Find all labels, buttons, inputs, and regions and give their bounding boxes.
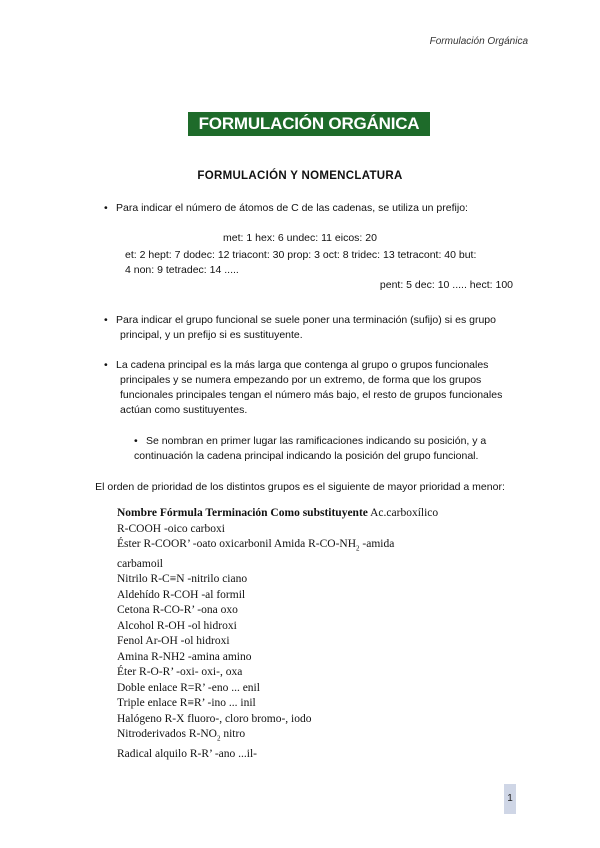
- priority-row: carbamoil: [117, 557, 163, 570]
- bullet-text: Para indicar el grupo funcional se suele poner una terminación (sufijo) si es grupo: [116, 314, 496, 326]
- bullet-icon: •: [134, 435, 138, 447]
- subscript: 2: [216, 734, 221, 743]
- bullet-text: La cadena principal es la más larga que contenga al grupo o grupos funcionales: [116, 359, 489, 371]
- running-header: Formulación Orgánica: [429, 36, 528, 47]
- bullet-text-cont: funcionales principales tengan el número más bajo, el resto de grupos funcionales: [120, 389, 503, 401]
- priority-row: R-COOH -oico carboxi: [117, 522, 225, 535]
- page-number: 1: [504, 784, 516, 814]
- priority-row-text: nitro: [220, 728, 246, 741]
- bullet-text: Se nombran en primer lugar las ramificaciones indicando su posición, y a: [146, 435, 487, 447]
- priority-row: Doble enlace R=R’ -eno ... enil: [117, 681, 260, 694]
- document-title: FORMULACIÓN ORGÁNICA: [188, 112, 430, 136]
- bullet-functional-group: [104, 313, 544, 343]
- priority-row: [117, 537, 517, 557]
- bullet-text: Para indicar el número de átomos de C de las cadenas, se utiliza un prefijo:: [116, 202, 468, 214]
- priority-header-first-entry: Ac.carboxílico: [370, 507, 439, 519]
- bullet-naming: [134, 434, 544, 464]
- priority-intro: El orden de prioridad de los distintos grupos es el siguiente de mayor prioridad a menor:: [95, 481, 505, 493]
- priority-row: Cetona R-CO-R’ -ona oxo: [117, 604, 238, 617]
- prefix-line-1: met: 1 hex: 6 undec: 11 eicos: 20: [223, 232, 377, 244]
- priority-row: Alcohol R-OH -ol hidroxi: [117, 619, 237, 632]
- section-subtitle: FORMULACIÓN Y NOMENCLATURA: [197, 170, 403, 182]
- priority-row: [117, 727, 517, 747]
- bullet-text-cont: continuación la cadena principal indicando la posición del grupo funcional.: [134, 450, 479, 462]
- priority-row: Amina R-NH2 -amina amino: [117, 650, 252, 663]
- bullet-prefix-intro: [104, 201, 544, 216]
- priority-row-text: -amida: [359, 538, 395, 550]
- bullet-icon: •: [104, 314, 108, 326]
- priority-row: Fenol Ar-OH -ol hidroxi: [117, 635, 230, 648]
- priority-row: Nitrilo R-C≡N -nitrilo ciano: [117, 573, 248, 586]
- priority-row-text: Nitroderivados R-NO: [117, 728, 217, 741]
- bullet-main-chain: [104, 358, 544, 418]
- priority-row: Triple enlace R≡R’ -ino ... inil: [117, 697, 256, 710]
- priority-row-text: Éster R-COOR’ -oato oxicarbonil Amida R-CO-NH: [117, 538, 357, 550]
- bullet-text-cont: principal, y un prefijo si es sustituyente.: [120, 329, 303, 341]
- subscript: 2: [356, 544, 360, 553]
- prefix-line-3: 4 non: 9 tetradec: 14 .....: [125, 264, 239, 276]
- priority-row: Éter R-O-R’ -oxi- oxi-, oxa: [117, 666, 243, 679]
- priority-header-columns: Nombre Fórmula Terminación Como substituyente: [117, 507, 368, 519]
- prefix-line-4: pent: 5 dec: 10 ..... hect: 100: [379, 279, 513, 291]
- bullet-text-cont: principales y se numera empezando por un extremo, de forma que los grupos: [120, 374, 482, 386]
- bullet-icon: •: [104, 202, 108, 214]
- priority-table: [117, 506, 517, 763]
- bullet-icon: •: [104, 359, 108, 371]
- priority-row: Radical alquilo R-R’ -ano ...il-: [117, 748, 257, 761]
- priority-row: Halógeno R-X fluoro-, cloro bromo-, iodo: [117, 712, 312, 725]
- priority-header: [117, 506, 517, 522]
- priority-row: Aldehído R-COH -al formil: [117, 588, 246, 601]
- prefix-line-2: et: 2 hept: 7 dodec: 12 triacont: 30 prop: 3 oct: 8 tridec: 13 tetracont: 40 but:: [125, 249, 477, 261]
- bullet-text-cont: actúan como sustituyentes.: [120, 404, 248, 416]
